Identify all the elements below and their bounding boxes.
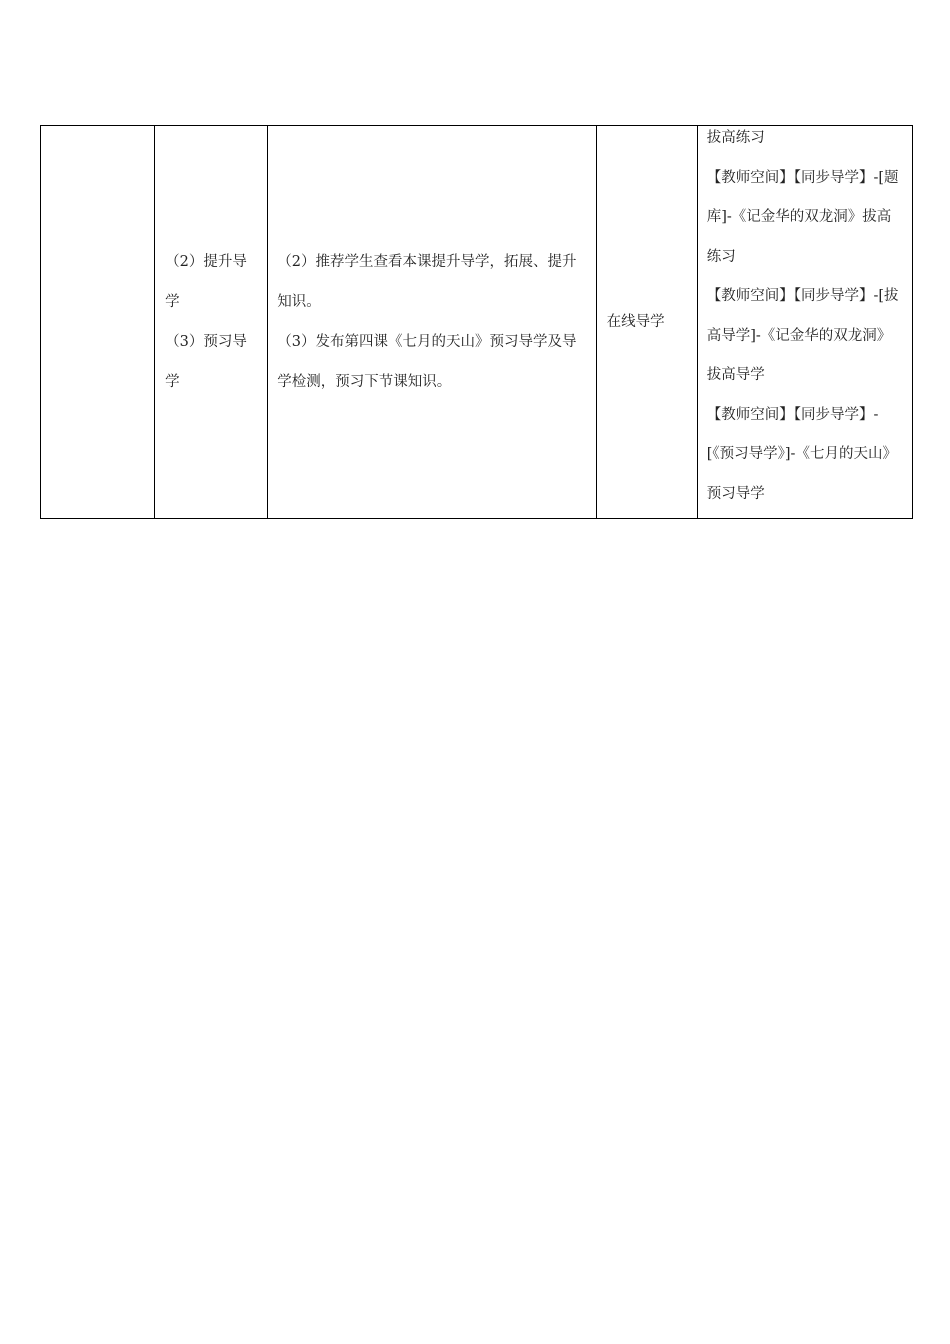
- method-text: 在线导学: [606, 314, 665, 330]
- activity-item: （2）推荐学生查看本课提升导学，拓展、提升知识。: [277, 254, 577, 310]
- activities-text: [268, 242, 595, 402]
- table-row: [41, 126, 913, 519]
- lesson-plan-table: [40, 125, 913, 519]
- resources-text: [698, 119, 912, 514]
- step-item: （3）预习导学: [165, 334, 247, 390]
- activities-cell: [268, 126, 596, 519]
- step-item: （2）提升导学: [165, 254, 247, 310]
- resource-item: 【教师空间】【同步导学】-[题库]-《记金华的双龙洞》拔高练习: [706, 169, 899, 265]
- empty-cell: [41, 126, 155, 519]
- resource-intro: 拔高练习: [706, 130, 765, 146]
- method-cell: [596, 126, 697, 519]
- steps-cell: [155, 126, 268, 519]
- resource-item: 【教师空间】【同步导学】-[拔高导学]-《记金华的双龙洞》拔高导学: [706, 288, 899, 383]
- steps-text: [155, 242, 267, 402]
- activity-item: （3）发布第四课《七月的天山》预习导学及导学检测，预习下节课知识。: [277, 334, 577, 390]
- resource-item: 【教师空间】【同步导学】-[《预习导学》]-《七月的天山》预习导学: [706, 406, 897, 502]
- resources-cell: [697, 126, 912, 519]
